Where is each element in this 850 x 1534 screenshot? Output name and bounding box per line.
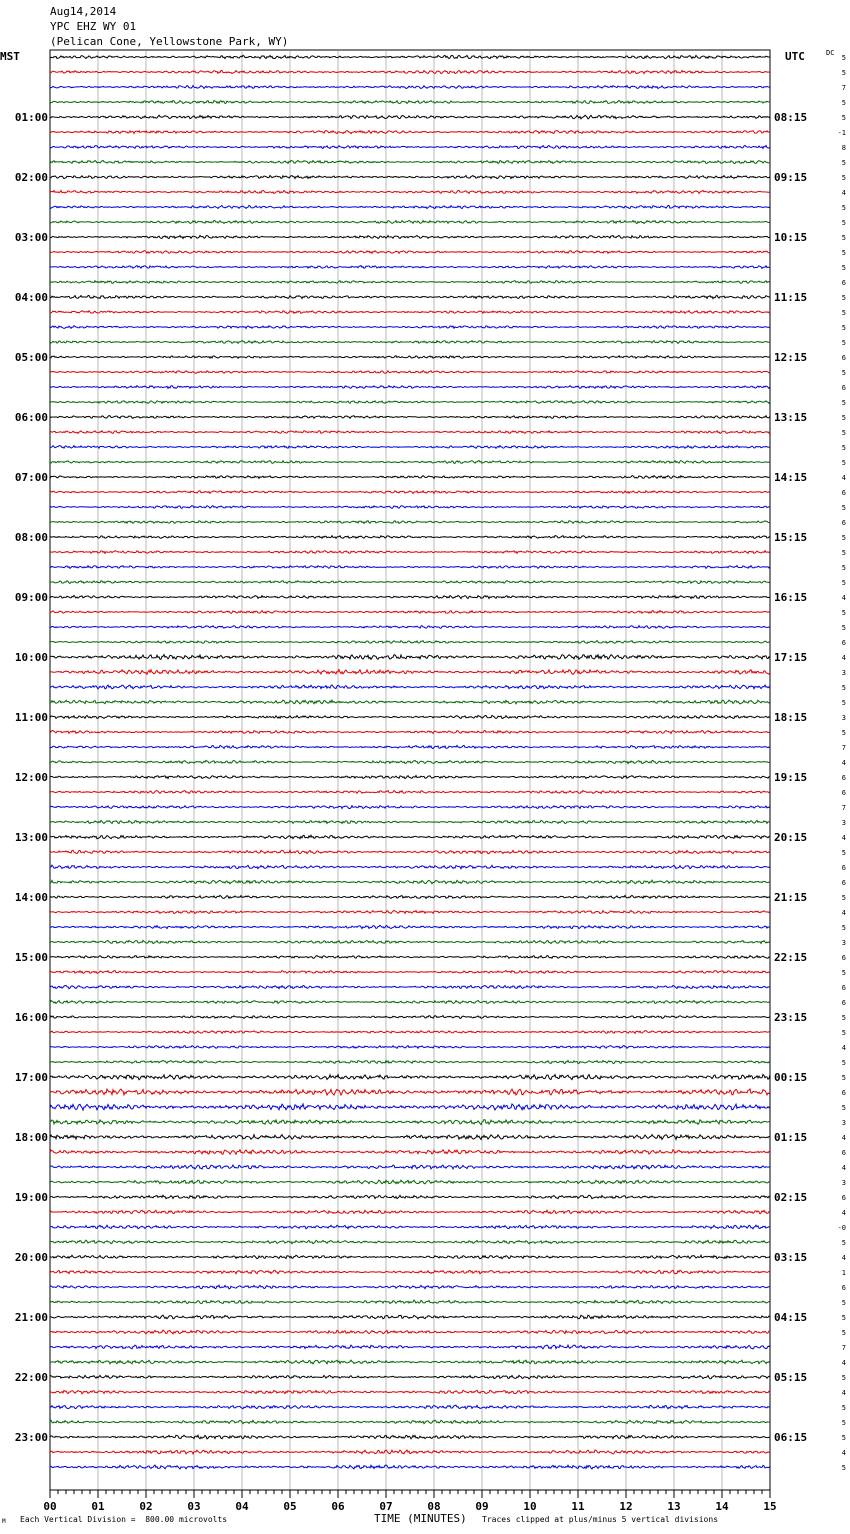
dc-offset-label: 6 (841, 774, 846, 782)
dc-offset-label: 5 (841, 969, 846, 977)
dc-offset-label: 4 (841, 654, 846, 662)
dc-offset-label: 5 (841, 324, 846, 332)
right-timezone-label: UTC (785, 50, 805, 63)
x-tick-label: 14 (715, 1500, 729, 1513)
left-hour-label: 04:00 (14, 291, 48, 304)
dc-offset-label: 5 (841, 624, 846, 632)
seismic-trace (50, 865, 770, 869)
dc-offset-label: 4 (841, 759, 846, 767)
left-hour-label: 19:00 (14, 1191, 48, 1204)
header-station: YPC EHZ WY 01 (50, 20, 137, 33)
dc-offset-label: 3 (841, 1179, 846, 1187)
seismic-trace (50, 341, 770, 344)
scale-mark: M (2, 1518, 6, 1525)
dc-offset-label: 6 (841, 384, 846, 392)
seismic-trace (50, 220, 770, 223)
dc-offset-label: 5 (841, 1329, 846, 1337)
dc-offset-label: 5 (841, 339, 846, 347)
seismic-trace (50, 160, 770, 163)
seismic-trace (50, 205, 770, 208)
dc-offset-label: 5 (841, 564, 846, 572)
dc-offset-label: 6 (841, 879, 846, 887)
seismic-trace (50, 1165, 770, 1169)
left-hour-label: 02:00 (14, 171, 48, 184)
dc-offset-label: 4 (841, 1254, 846, 1262)
right-hour-label: 11:15 (774, 291, 808, 304)
header-location: (Pelican Cone, Yellowstone Park, WY) (50, 35, 289, 48)
left-timezone-label: MST (0, 50, 20, 63)
x-tick-label: 11 (571, 1500, 585, 1513)
seismic-trace (50, 835, 770, 838)
seismic-trace (50, 1060, 770, 1063)
dc-offset-label: 5 (841, 894, 846, 902)
seismic-trace (50, 730, 770, 733)
seismic-trace (50, 1210, 770, 1214)
seismic-trace (50, 1435, 770, 1439)
seismic-trace (50, 100, 770, 103)
seismic-trace (50, 476, 770, 479)
seismic-trace (50, 1240, 770, 1244)
seismic-trace (50, 1420, 770, 1424)
right-hour-label: 01:15 (774, 1131, 808, 1144)
left-hour-label: 23:00 (14, 1431, 48, 1444)
dc-offset-label: 7 (841, 744, 846, 752)
right-hour-label: 08:15 (774, 111, 808, 124)
seismic-trace (50, 581, 770, 584)
seismic-trace (50, 985, 770, 988)
seismic-trace (50, 971, 770, 974)
right-hour-label: 03:15 (774, 1251, 808, 1264)
dc-offset-label: 5 (841, 684, 846, 692)
seismic-trace (50, 371, 770, 374)
seismic-trace (50, 655, 770, 660)
dc-offset-label: -0 (837, 1224, 846, 1232)
dc-offset-label: 4 (841, 1134, 846, 1142)
clip-note: Traces clipped at plus/minus 5 vertical divisions (482, 1515, 719, 1524)
seismic-trace (50, 1345, 770, 1349)
x-tick-label: 06 (331, 1500, 345, 1513)
dc-offset-label: 3 (841, 939, 846, 947)
seismic-trace (50, 86, 770, 89)
seismic-trace (50, 880, 770, 884)
dc-offset-label: 4 (841, 909, 846, 917)
right-hour-label: 21:15 (774, 891, 808, 904)
dc-offset-label: 5 (841, 849, 846, 857)
seismic-trace (50, 611, 770, 614)
x-axis (43, 1490, 776, 1513)
dc-offset-label: 6 (841, 354, 846, 362)
left-hour-label: 21:00 (14, 1311, 48, 1324)
seismic-trace (50, 1300, 770, 1303)
seismic-trace (50, 925, 770, 928)
seismic-trace (50, 820, 770, 823)
dc-offset-label: 5 (841, 294, 846, 302)
dc-offset-label: 5 (841, 924, 846, 932)
dc-offset-label: 5 (841, 99, 846, 107)
seismic-trace (50, 1465, 770, 1469)
dc-offset-label: 4 (841, 834, 846, 842)
seismic-trace (50, 1089, 770, 1095)
seismic-trace (50, 551, 770, 554)
dc-offset-label: 7 (841, 84, 846, 92)
dc-offset-label: 5 (841, 1464, 846, 1472)
seismic-trace (50, 895, 770, 898)
seismic-trace (50, 386, 770, 389)
dc-offset-label: 5 (841, 1059, 846, 1067)
seismic-trace (50, 446, 770, 449)
dc-offset-label: 5 (841, 534, 846, 542)
dc-offset-label: 5 (841, 1314, 846, 1322)
dc-offset-label: 6 (841, 954, 846, 962)
dc-offset-label: 6 (841, 1089, 846, 1097)
seismic-trace (50, 461, 770, 464)
seismic-trace (50, 715, 770, 718)
seismic-trace (50, 145, 770, 148)
seismic-trace (50, 1390, 770, 1394)
right-hour-label: 12:15 (774, 351, 808, 364)
right-hour-label: 10:15 (774, 231, 808, 244)
left-hour-label: 17:00 (14, 1071, 48, 1084)
x-tick-label: 04 (235, 1500, 249, 1513)
dc-offset-label: 3 (841, 1119, 846, 1127)
seismic-trace (50, 1031, 770, 1034)
right-hour-label: 06:15 (774, 1431, 808, 1444)
left-hour-label: 20:00 (14, 1251, 48, 1264)
seismic-trace (50, 626, 770, 629)
seismic-trace (50, 251, 770, 254)
dc-offset-label: 5 (841, 1299, 846, 1307)
seismic-trace (50, 1255, 770, 1258)
right-hour-label: 16:15 (774, 591, 808, 604)
dc-offset-label: -1 (837, 129, 846, 137)
left-hour-label: 22:00 (14, 1371, 48, 1384)
dc-offset-label: 6 (841, 789, 846, 797)
dc-offset-label: 3 (841, 819, 846, 827)
seismic-trace (50, 1074, 770, 1079)
right-hour-label: 22:15 (774, 951, 808, 964)
dc-offset-label: 5 (841, 609, 846, 617)
dc-offset-label: 4 (841, 189, 846, 197)
seismic-trace (50, 506, 770, 509)
seismic-trace (50, 326, 770, 329)
left-hour-label: 06:00 (14, 411, 48, 424)
right-hour-label: 23:15 (774, 1011, 808, 1024)
dc-offset-label: 5 (841, 369, 846, 377)
dc-offset-label: 5 (841, 399, 846, 407)
dc-offset-label: 1 (841, 1269, 846, 1277)
dc-offset-label: 4 (841, 1044, 846, 1052)
seismic-trace (50, 1225, 770, 1229)
seismic-trace (50, 745, 770, 748)
seismic-trace (50, 910, 770, 913)
seismic-trace (50, 281, 770, 284)
right-hour-label: 17:15 (774, 651, 808, 664)
dc-offset-label: 6 (841, 1194, 846, 1202)
seismic-trace (50, 1270, 770, 1274)
seismic-trace (50, 940, 770, 943)
seismic-trace (50, 1104, 770, 1110)
dc-offset-label: 7 (841, 1344, 846, 1352)
dc-label: DC (826, 49, 835, 57)
dc-offset-label: 5 (841, 459, 846, 467)
left-hour-label: 03:00 (14, 231, 48, 244)
x-tick-label: 12 (619, 1500, 633, 1513)
dc-offset-label: 5 (841, 264, 846, 272)
seismic-trace (50, 521, 770, 524)
dc-offset-label: 5 (841, 429, 846, 437)
dc-offset-label: 5 (841, 159, 846, 167)
dc-offset-label: 5 (841, 54, 846, 62)
dc-offset-label: 5 (841, 234, 846, 242)
seismic-trace (50, 1375, 770, 1378)
dc-offset-label: 4 (841, 1164, 846, 1172)
dc-offset-label: 4 (841, 474, 846, 482)
dc-offset-label: 5 (841, 114, 846, 122)
dc-offset-label: 3 (841, 669, 846, 677)
left-hour-label: 16:00 (14, 1011, 48, 1024)
dc-offset-label: 5 (841, 1374, 846, 1382)
seismic-trace (50, 1195, 770, 1198)
right-hour-label: 13:15 (774, 411, 808, 424)
seismic-trace (50, 776, 770, 779)
dc-offset-label: 6 (841, 279, 846, 287)
left-hour-label: 15:00 (14, 951, 48, 964)
seismic-trace (50, 700, 770, 704)
dc-offset-label: 5 (841, 1239, 846, 1247)
x-tick-label: 00 (43, 1500, 57, 1513)
x-tick-label: 05 (283, 1500, 297, 1513)
seismic-trace (50, 1016, 770, 1019)
dc-offset-label: 5 (841, 1014, 846, 1022)
seismic-trace (50, 70, 770, 73)
seismic-trace (50, 1330, 770, 1334)
dc-offset-label: 6 (841, 1149, 846, 1157)
seismic-trace (50, 55, 770, 58)
dc-offset-label: 5 (841, 699, 846, 707)
dc-offset-label: 5 (841, 204, 846, 212)
dc-offset-label: 5 (841, 249, 846, 257)
seismic-trace (50, 401, 770, 404)
left-hour-label: 11:00 (14, 711, 48, 724)
dc-offset-label: 5 (841, 729, 846, 737)
dc-offset-label: 5 (841, 1419, 846, 1427)
seismic-trace (50, 850, 770, 854)
dc-offset-label: 5 (841, 1074, 846, 1082)
dc-offset-label: 6 (841, 489, 846, 497)
dc-offset-label: 4 (841, 594, 846, 602)
right-hour-label: 05:15 (774, 1371, 808, 1384)
x-tick-label: 09 (475, 1500, 489, 1513)
right-hour-label: 04:15 (774, 1311, 808, 1324)
x-tick-label: 08 (427, 1500, 441, 1513)
dc-offset-label: 5 (841, 444, 846, 452)
right-hour-label: 18:15 (774, 711, 808, 724)
seismic-trace (50, 1315, 770, 1319)
right-hour-label: 00:15 (774, 1071, 808, 1084)
x-tick-label: 03 (187, 1500, 201, 1513)
seismic-trace (50, 536, 770, 539)
dc-offset-label: 3 (841, 714, 846, 722)
left-hour-label: 05:00 (14, 351, 48, 364)
seismic-trace (50, 641, 770, 644)
dc-offset-label: 6 (841, 999, 846, 1007)
seismic-trace (50, 1360, 770, 1364)
dc-offset-label: 6 (841, 639, 846, 647)
seismic-trace (50, 491, 770, 494)
left-hour-label: 01:00 (14, 111, 48, 124)
seismic-trace (50, 190, 770, 193)
seismic-trace (50, 685, 770, 689)
dc-offset-label: 5 (841, 1029, 846, 1037)
scale-note: Each Vertical Division = 800.00 microvolts (20, 1515, 228, 1524)
seismic-trace (50, 311, 770, 314)
x-tick-label: 07 (379, 1500, 393, 1513)
dc-offset-label: 6 (841, 984, 846, 992)
seismic-trace (50, 1000, 770, 1003)
x-tick-label: 01 (91, 1500, 105, 1513)
right-hour-label: 15:15 (774, 531, 808, 544)
seismic-trace (50, 416, 770, 419)
dc-offset-label: 4 (841, 1209, 846, 1217)
seismic-trace (50, 266, 770, 269)
seismic-trace (50, 1285, 770, 1288)
dc-offset-label: 6 (841, 519, 846, 527)
right-hour-label: 14:15 (774, 471, 808, 484)
seismic-trace (50, 1046, 770, 1049)
right-hour-label: 02:15 (774, 1191, 808, 1204)
dc-offset-label: 4 (841, 1359, 846, 1367)
dc-offset-label: 8 (841, 144, 846, 152)
seismic-trace (50, 176, 770, 179)
x-tick-label: 13 (667, 1500, 681, 1513)
dc-offset-label: 5 (841, 309, 846, 317)
seismic-trace (50, 1120, 770, 1125)
left-hour-label: 07:00 (14, 471, 48, 484)
x-tick-label: 10 (523, 1500, 537, 1513)
dc-offset-label: 5 (841, 219, 846, 227)
seismic-trace (50, 1180, 770, 1184)
left-hour-label: 14:00 (14, 891, 48, 904)
dc-offset-label: 5 (841, 174, 846, 182)
seismic-trace (50, 791, 770, 794)
dc-offset-label: 5 (841, 579, 846, 587)
seismic-trace (50, 115, 770, 119)
x-axis-title: TIME (MINUTES) (374, 1512, 467, 1525)
seismic-trace (50, 1135, 770, 1140)
dc-offset-label: 5 (841, 414, 846, 422)
seismic-trace (50, 956, 770, 959)
seismic-trace (50, 1150, 770, 1154)
dc-offset-label: 5 (841, 1434, 846, 1442)
dc-offset-label: 6 (841, 864, 846, 872)
seismic-trace (50, 566, 770, 569)
seismic-trace (50, 806, 770, 809)
dc-offset-label: 5 (841, 549, 846, 557)
right-hour-label: 20:15 (774, 831, 808, 844)
left-hour-label: 13:00 (14, 831, 48, 844)
seismic-trace (50, 295, 770, 298)
seismic-trace (50, 670, 770, 675)
seismic-trace (50, 1450, 770, 1454)
seismic-trace (50, 235, 770, 238)
dc-offset-label: 5 (841, 69, 846, 77)
left-hour-label: 12:00 (14, 771, 48, 784)
seismic-trace (50, 131, 770, 134)
dc-offset-label: 5 (841, 504, 846, 512)
left-hour-label: 08:00 (14, 531, 48, 544)
header-date: Aug14,2014 (50, 5, 117, 18)
dc-offset-label: 6 (841, 1284, 846, 1292)
left-hour-label: 18:00 (14, 1131, 48, 1144)
right-hour-label: 19:15 (774, 771, 808, 784)
right-hour-label: 09:15 (774, 171, 808, 184)
x-tick-label: 15 (763, 1500, 777, 1513)
seismic-trace (50, 760, 770, 763)
left-hour-label: 10:00 (14, 651, 48, 664)
dc-offset-label: 5 (841, 1104, 846, 1112)
seismic-trace (50, 595, 770, 598)
dc-offset-label: 5 (841, 1404, 846, 1412)
trace-group (50, 55, 770, 1469)
seismic-trace (50, 1405, 770, 1409)
dc-offset-label: 7 (841, 804, 846, 812)
x-tick-label: 02 (139, 1500, 153, 1513)
dc-offset-label: 4 (841, 1389, 846, 1397)
seismic-trace (50, 431, 770, 434)
left-hour-label: 09:00 (14, 591, 48, 604)
dc-offset-label: 4 (841, 1449, 846, 1457)
seismic-trace (50, 356, 770, 359)
